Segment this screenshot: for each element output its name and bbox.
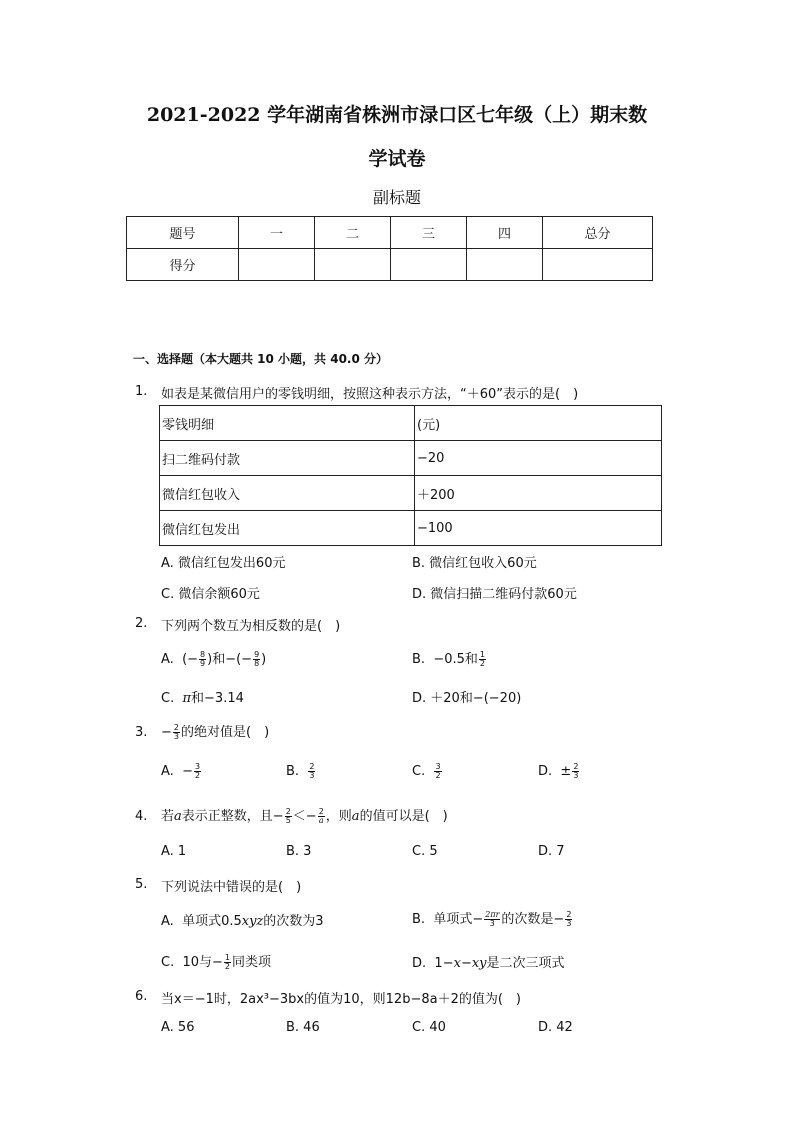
option-c[interactable]: C. 5 [412, 844, 438, 859]
option-text: −0.5和 [433, 652, 478, 667]
question-number: 5. [135, 877, 148, 892]
fraction-numerator: 2πr [485, 910, 500, 919]
score-cell[interactable] [391, 249, 467, 281]
fraction [572, 763, 579, 780]
option-text: 1− [434, 956, 454, 971]
option-label: B. [286, 764, 300, 779]
fraction-numerator: 8 [200, 650, 206, 659]
option-text: 是二次三项式 [486, 956, 565, 971]
table-row [160, 441, 662, 476]
stem-text: ，则 [325, 809, 352, 824]
table-cell: (元) [415, 406, 662, 441]
question-stem [161, 805, 448, 825]
score-table-header-cell: 四 [467, 217, 543, 249]
variable: a [174, 809, 182, 824]
fraction-denominator: 3 [573, 771, 579, 780]
option-label: B. [412, 652, 426, 667]
fraction-denominator: 8 [254, 659, 260, 668]
option-label: C. [161, 691, 175, 706]
fraction-numerator: 2 [573, 762, 579, 771]
table-cell: 零钱明细 [160, 406, 415, 441]
fraction-denominator: 3 [309, 771, 315, 780]
fraction [479, 651, 486, 668]
page-title-line1: 2021-2022 学年湖南省株洲市渌口区七年级（上）期末数 [146, 104, 648, 126]
option-b[interactable] [286, 763, 316, 780]
score-table-header-row [127, 217, 653, 249]
stem-text: 若 [161, 809, 175, 824]
fraction [194, 763, 201, 780]
option-d[interactable]: D. ＋20和−(−20) [412, 691, 522, 706]
table-cell: ＋200 [415, 476, 662, 511]
fraction [285, 808, 292, 825]
fraction-denominator: 3 [489, 919, 495, 928]
fraction [434, 763, 441, 780]
table-row [160, 406, 662, 441]
fraction-denominator: a [318, 816, 324, 825]
option-label: B. [412, 912, 426, 927]
page-title-line2: 学试卷 [368, 148, 426, 170]
option-b[interactable]: B. 微信红包收入60元 [412, 556, 537, 571]
score-table-header-cell: 题号 [127, 217, 239, 249]
stem-text: 的绝对值是( ) [181, 725, 270, 740]
option-b[interactable]: B. 3 [286, 844, 312, 859]
question-number: 6. [135, 989, 148, 1004]
fraction-numerator: 1 [479, 650, 485, 659]
option-d[interactable]: D. 7 [538, 844, 565, 859]
option-a[interactable] [161, 910, 324, 929]
variable: xyz [241, 914, 264, 929]
option-text: 单项式− [433, 912, 484, 927]
page-subtitle: 副标题 [372, 188, 421, 207]
question-number: 2. [135, 616, 148, 631]
fraction-numerator: 3 [435, 762, 441, 771]
option-label: A. [161, 914, 174, 929]
option-a[interactable] [161, 763, 202, 780]
fraction [318, 808, 325, 825]
fraction-denominator: 2 [435, 771, 441, 780]
option-d[interactable]: D. 42 [538, 1020, 573, 1035]
variable: a [351, 809, 360, 824]
fraction [565, 911, 572, 928]
score-table-header-cell: 一 [239, 217, 315, 249]
option-label: A. [161, 652, 174, 667]
option-c[interactable] [161, 951, 271, 971]
option-text: 和−3.14 [191, 691, 244, 706]
fraction-numerator: 9 [254, 650, 260, 659]
score-cell[interactable] [239, 249, 315, 281]
stem-text: − [161, 725, 172, 740]
option-label: D. [412, 956, 427, 971]
fraction [253, 651, 260, 668]
fraction-numerator: 2 [173, 723, 179, 732]
fraction [224, 954, 231, 971]
variable: xy [471, 956, 487, 971]
option-text: 的次数是− [501, 912, 565, 927]
option-c[interactable] [161, 687, 244, 706]
score-table-header-cell: 三 [391, 217, 467, 249]
fraction-numerator: 2 [285, 807, 291, 816]
option-a[interactable]: A. 56 [161, 1020, 195, 1035]
wechat-balance-table [159, 405, 662, 546]
stem-text: 表示正整数，且− [181, 809, 284, 824]
option-d[interactable] [538, 763, 580, 780]
option-b[interactable] [412, 908, 573, 928]
fraction-denominator: 2 [224, 962, 231, 971]
score-table-header-cell: 总分 [543, 217, 653, 249]
table-cell: −20 [415, 441, 662, 476]
question-number: 4. [135, 809, 148, 824]
question-stem [161, 721, 269, 741]
option-label: C. [412, 764, 426, 779]
fraction-denominator: 3 [173, 732, 179, 741]
option-text: 单项式0.5 [182, 914, 242, 929]
question-number: 3. [135, 725, 148, 740]
option-a[interactable]: A. 1 [161, 844, 187, 859]
option-text: − [460, 956, 472, 971]
fraction-numerator: 2 [309, 762, 315, 771]
section-heading: 一、选择题（本大题共 10 小题，共 40.0 分） [133, 352, 389, 366]
option-d[interactable] [412, 952, 565, 971]
score-cell[interactable] [543, 249, 653, 281]
fraction-numerator: 2 [566, 910, 572, 919]
option-text: 10与− [182, 955, 223, 970]
score-table-header-cell: 二 [315, 217, 391, 249]
option-label: A. [161, 764, 174, 779]
option-c[interactable]: C. 40 [412, 1020, 446, 1035]
fraction [199, 651, 206, 668]
table-cell: 扫二维码付款 [160, 441, 415, 476]
question-stem: 如表是某微信用户的零钱明细，按照这种表示方法，“＋60”表示的是( ) [161, 387, 579, 402]
fraction [484, 911, 500, 928]
option-a[interactable] [161, 648, 266, 668]
fraction [308, 763, 315, 780]
stem-text: ＜− [292, 809, 317, 824]
question-stem: 下列两个数互为相反数的是( ) [161, 619, 341, 634]
fraction-denominator: 5 [285, 816, 291, 825]
table-cell: 微信红包收入 [160, 476, 415, 511]
option-text: ) [261, 652, 267, 667]
option-text: )和−(− [207, 652, 253, 667]
option-label: D. [538, 764, 553, 779]
option-d[interactable]: D. 微信扫描二维码付款60元 [412, 587, 577, 602]
option-a[interactable]: A. 微信红包发出60元 [161, 556, 286, 571]
score-row-label: 得分 [127, 249, 239, 281]
table-row [160, 511, 662, 546]
option-text: 同类项 [232, 955, 272, 970]
fraction [173, 724, 180, 741]
fraction-numerator: 2 [318, 807, 324, 816]
fraction-denominator: 3 [566, 919, 572, 928]
question-number: 1. [135, 384, 148, 399]
option-text: 的次数为3 [263, 914, 324, 929]
option-b[interactable] [412, 648, 487, 668]
pi-symbol: π [182, 691, 192, 706]
option-text: ± [560, 764, 572, 779]
option-text: − [182, 764, 193, 779]
table-row [160, 476, 662, 511]
table-cell: 微信红包发出 [160, 511, 415, 546]
option-b[interactable]: B. 46 [286, 1020, 320, 1035]
option-text: (− [182, 652, 199, 667]
fraction-denominator: 2 [194, 771, 201, 780]
table-cell: −100 [415, 511, 662, 546]
score-cell[interactable] [467, 249, 543, 281]
option-label: C. [161, 955, 175, 970]
fraction-denominator: 2 [479, 659, 485, 668]
variable: x [453, 956, 461, 971]
question-stem: 当x＝−1时，2ax³−3bx的值为10，则12b−8a＋2的值为( ) [161, 992, 521, 1007]
score-table-score-row [127, 249, 653, 281]
fraction-numerator: 1 [224, 953, 231, 962]
question-stem: 下列说法中错误的是( ) [161, 880, 302, 895]
score-cell[interactable] [315, 249, 391, 281]
score-table [126, 216, 653, 281]
fraction-numerator: 3 [194, 762, 201, 771]
fraction-denominator: 9 [200, 659, 206, 668]
stem-text: 的值可以是( ) [359, 809, 448, 824]
option-c[interactable] [412, 763, 443, 780]
option-c[interactable]: C. 微信余额60元 [161, 587, 260, 602]
